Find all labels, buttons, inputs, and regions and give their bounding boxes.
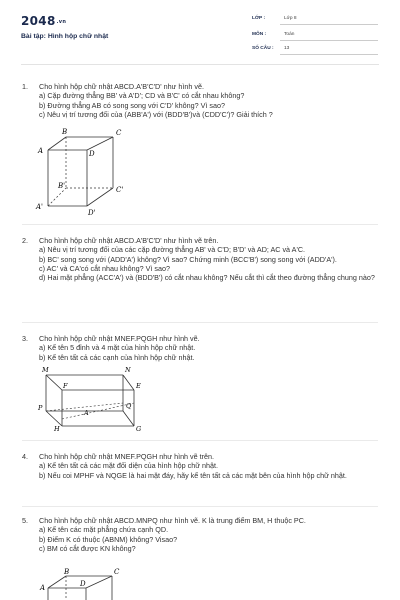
- question-item: a) Nêu vị trí tương đối của các cặp đường thẳng AB' và C'D; B'D' và AD; AC và A'C.: [39, 245, 306, 255]
- vertex-label: Q: [126, 402, 132, 410]
- question-item: c) Nêu vị trí tương đối của (ABB'A') với (BDD'B')và (CDD'C')? Giải thích ?: [39, 109, 273, 119]
- question-item: b) Kể tên tất cả các cạnh của hình hộp chữ nhật.: [39, 352, 195, 362]
- question-item: d) Hai mặt phẳng (ACC'A') và (BDD'B') có cắt nhau không? Nếu cắt thì cắt theo đường thẳng chung nào?: [39, 273, 375, 283]
- vertex-label: M: [42, 366, 49, 374]
- site-logo[interactable]: 2048.vn: [21, 14, 67, 28]
- socau-label: SỐ CÂU :: [252, 46, 274, 51]
- vertex-label: D: [80, 580, 86, 588]
- lop-value: Lớp 8: [284, 16, 297, 21]
- vertex-label: C: [116, 129, 122, 137]
- worksheet-header: [0, 0, 400, 68]
- question-number: 3.: [22, 334, 28, 343]
- question-divider: [22, 224, 378, 225]
- vertex-label: C': [116, 186, 124, 194]
- question-title: Cho hình hộp chữ nhật ABCD.A'B'C'D' như hình vẽ.: [39, 82, 204, 91]
- question-title: Cho hình hộp chữ nhật MNEF.PQGH như hình vẽ.: [39, 334, 200, 343]
- question-divider: [22, 322, 378, 323]
- vertex-label: N: [125, 366, 131, 374]
- vertex-label: B: [62, 128, 68, 136]
- vertex-label: D: [89, 150, 95, 158]
- vertex-label: D': [88, 209, 96, 217]
- vertex-label: C: [114, 568, 120, 576]
- vertex-label: A: [40, 584, 46, 592]
- vertex-label: F: [63, 382, 68, 390]
- question-title: Cho hình hộp chữ nhật ABCD.MNPQ như hình vẽ. K là trung điểm BM, H thuộc PC.: [39, 516, 306, 525]
- vertex-label: B': [58, 182, 66, 190]
- mon-value: Toán: [284, 32, 295, 37]
- vertex-label: A: [38, 147, 44, 155]
- question-number: 4.: [22, 452, 28, 461]
- worksheet-subject: Bài tập: Hình hộp chữ nhật: [21, 33, 109, 40]
- vertex-label: G: [136, 425, 142, 433]
- lop-label: LỚP :: [252, 16, 266, 21]
- mon-label: MÔN :: [252, 32, 267, 37]
- vertex-label: E: [136, 382, 141, 390]
- mon-underline: [280, 40, 378, 41]
- cuboid-figure-5: [36, 566, 136, 600]
- question-item: b) BC' song song với (ADD'A') không? Vì sao? Chứng minh (BCC'B') song song với (ADD'A').: [39, 254, 337, 264]
- question-item: a) Kể tên 5 đỉnh và 4 mặt của hình hộp chữ nhật.: [39, 343, 196, 353]
- question-item: c) AC' và CA'có cắt nhau không? Vì sao?: [39, 263, 170, 273]
- socau-underline: [280, 54, 378, 55]
- question-number: 5.: [22, 516, 28, 525]
- question-item: a) Kể tên các mặt phẳng chứa cạnh QD.: [39, 525, 169, 535]
- header-divider: [21, 64, 379, 65]
- vertex-label: A: [84, 409, 89, 417]
- cuboid-figure-3: [28, 363, 148, 433]
- vertex-label: A': [36, 203, 43, 211]
- question-item: b) Nếu coi MPHF và NQGE là hai mặt đáy, hãy kể tên tất cả các mặt bên của hình hộp chữ nhật.: [39, 470, 347, 480]
- vertex-label: P: [38, 404, 43, 412]
- question-item: b) Điểm K có thuộc (ABNM) không? Visao?: [39, 534, 178, 544]
- lop-underline: [280, 24, 378, 25]
- question-number: 1.: [22, 82, 28, 91]
- question-title: Cho hình hộp chữ nhật ABCD.A'B'C'D' như hình vẽ trên.: [39, 236, 219, 245]
- question-item: b) Đường thẳng AB có song song với C'D' không? Vì sao?: [39, 100, 225, 110]
- socau-value: 13: [284, 46, 290, 51]
- question-divider: [22, 506, 378, 507]
- question-item: a) Cặp đường thẳng BB' và A'D'; CD và B'C' có cắt nhau không?: [39, 91, 245, 101]
- question-item: a) Kể tên tất cả các mặt đối diện của hình hộp chữ nhật.: [39, 461, 219, 471]
- question-divider: [22, 440, 378, 441]
- cuboid-figure-1: [30, 126, 140, 218]
- vertex-label: H: [54, 425, 60, 433]
- question-title: Cho hình hộp chữ nhật MNEF.PQGH như hình vẽ trên.: [39, 452, 215, 461]
- question-number: 2.: [22, 236, 28, 245]
- vertex-label: B: [64, 568, 70, 576]
- question-item: c) BM có cắt được KN không?: [39, 543, 136, 553]
